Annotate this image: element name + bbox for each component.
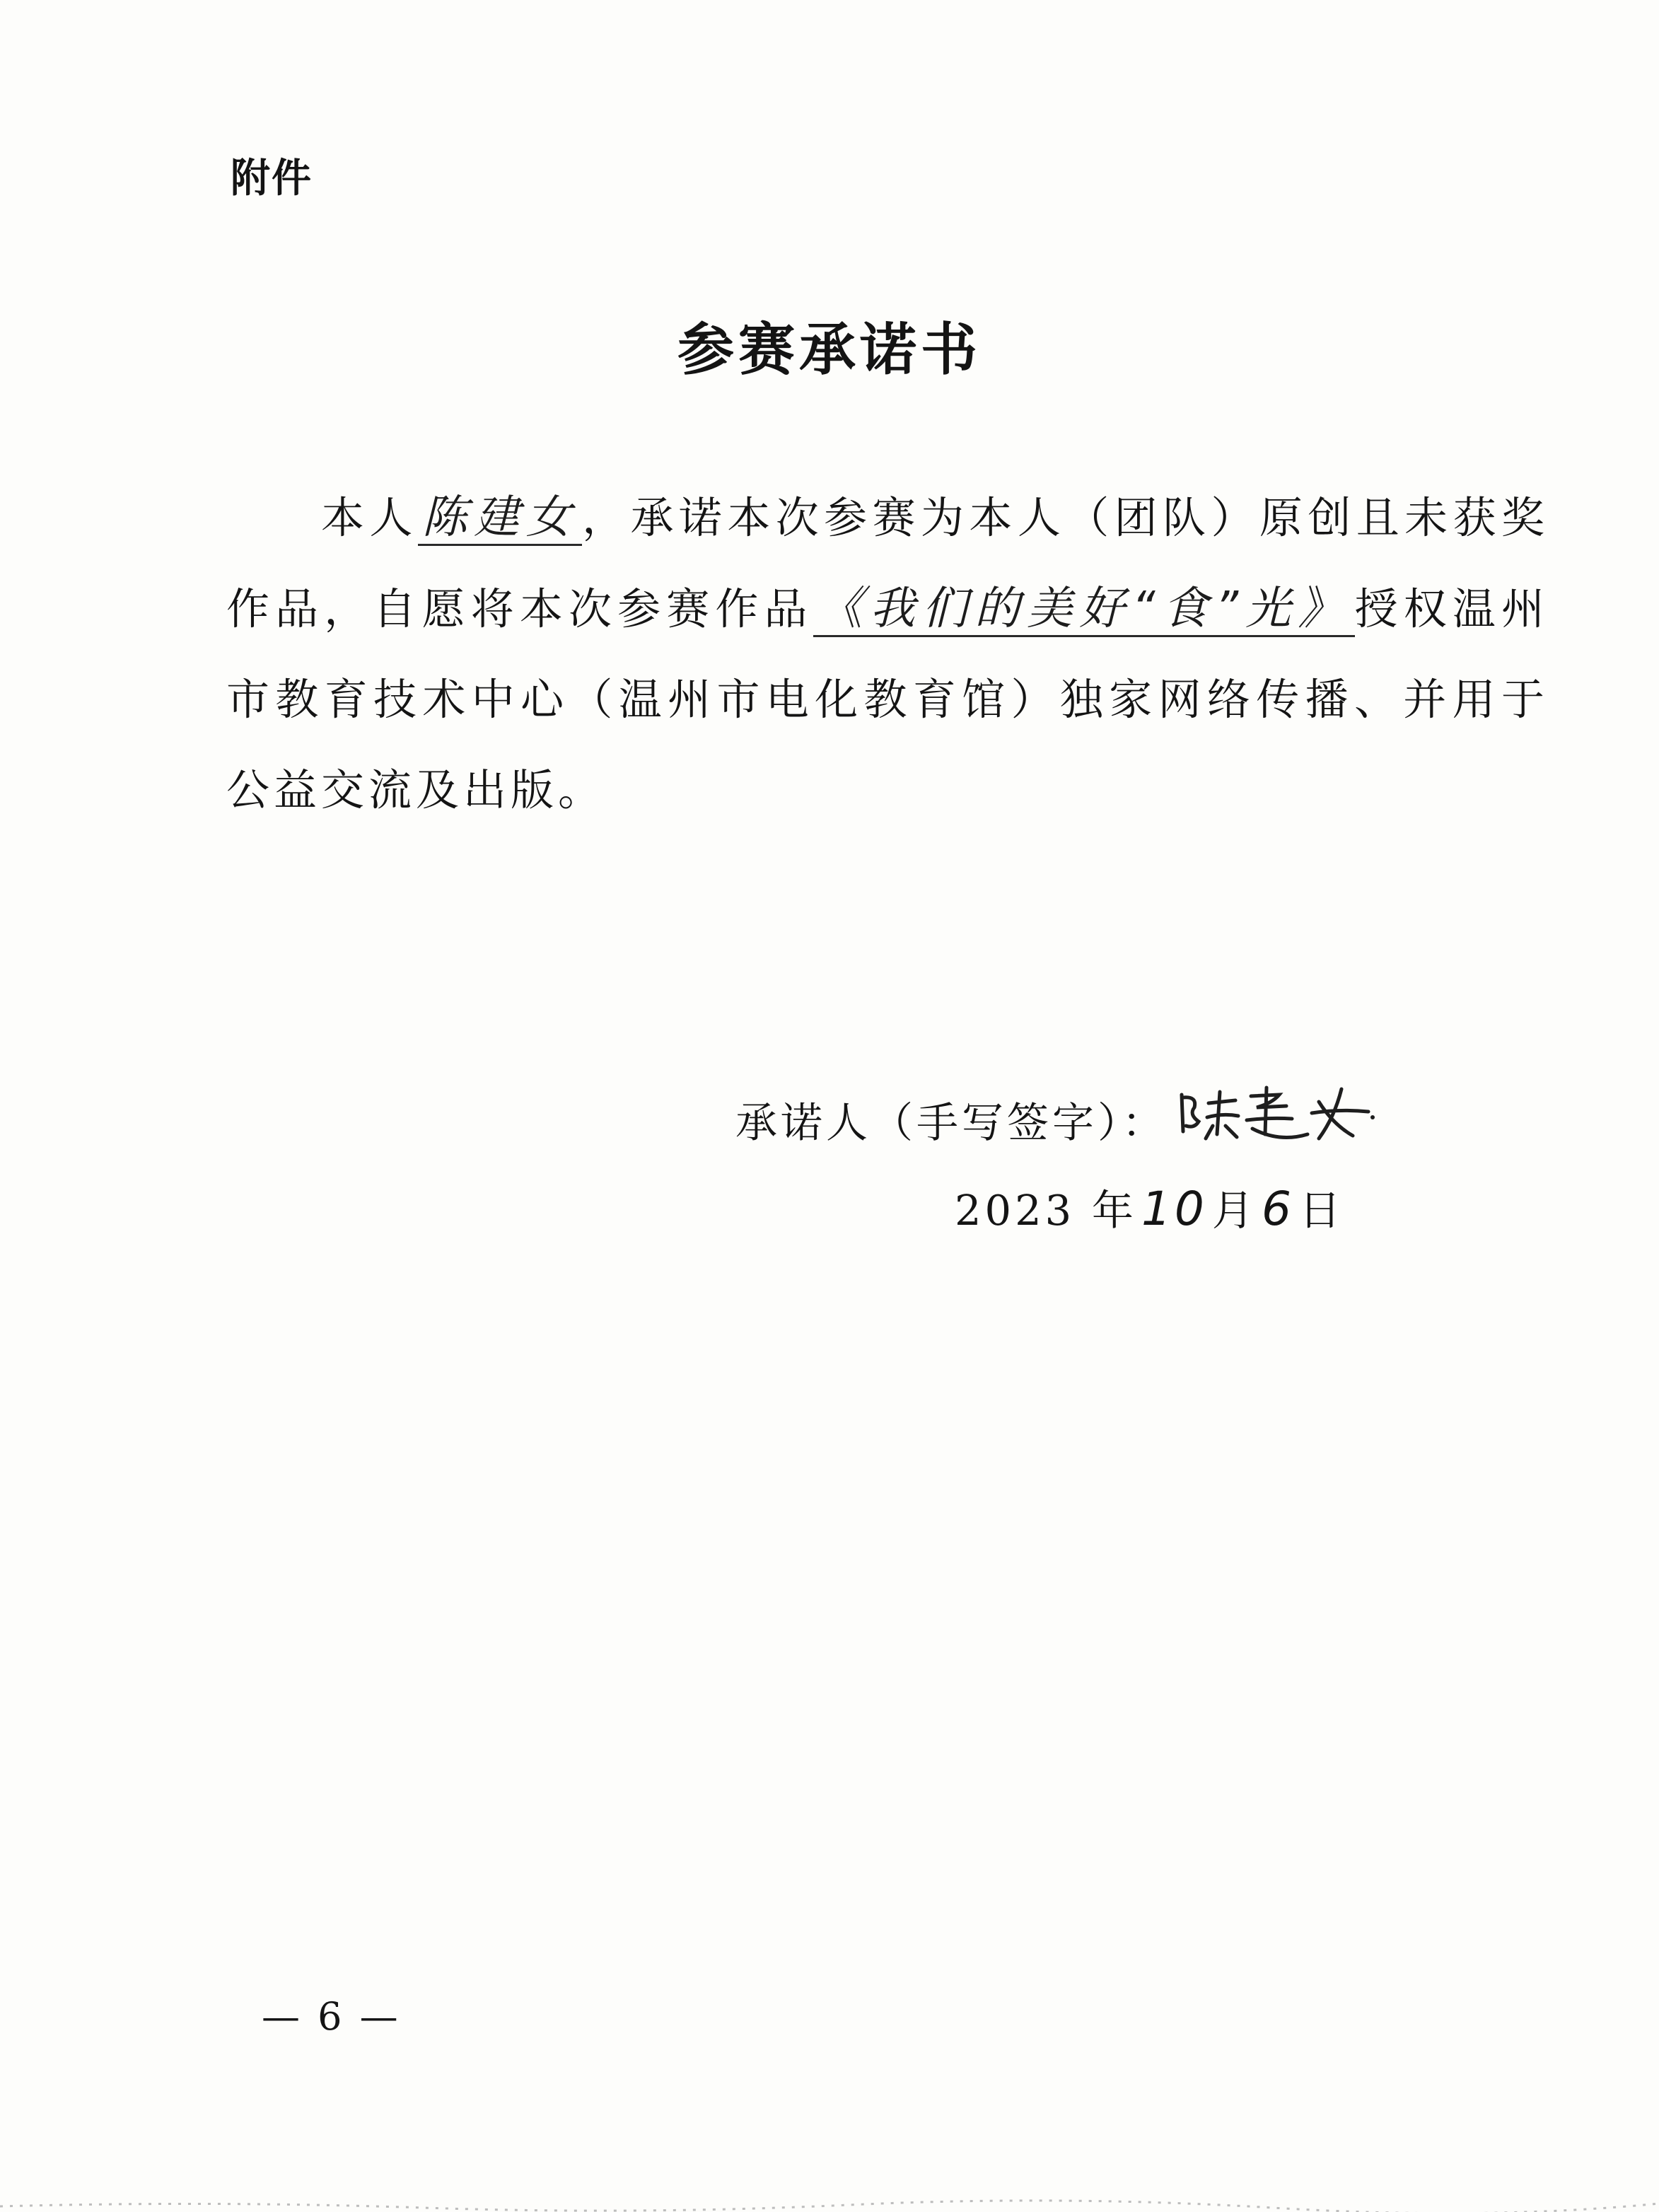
body-part-2: 授权温州市教育技术中心（温州市电化教育馆）独家网络传播、并用于公益交流及出版。	[226, 584, 1549, 815]
pledge-paragraph	[226, 472, 1549, 836]
pledge-body	[226, 472, 1549, 836]
date-day-suffix: 日	[1298, 1186, 1344, 1235]
handwritten-signature	[1173, 1082, 1378, 1170]
signature-label: 承诺人（手写签字）：	[735, 1098, 1168, 1148]
document-title: 参赛承诺书	[677, 317, 982, 383]
signature-line	[735, 1082, 1378, 1170]
date-day-handwritten: 6	[1261, 1182, 1295, 1236]
body-prefix: 本人	[321, 493, 418, 543]
signature-scribble-icon	[1173, 1082, 1378, 1146]
attachment-label: 附件	[231, 156, 313, 202]
date-year: 2023	[955, 1186, 1076, 1235]
date-month-suffix: 月	[1211, 1186, 1257, 1235]
handwritten-work-title: 《我们的美好“食”光》	[813, 583, 1355, 637]
handwritten-name: 陈建女	[418, 491, 582, 546]
page-number: — 6 —	[262, 1994, 401, 2039]
body-part-1: ，承诺本次参赛为本人（团队）原创且未获奖作品，自愿将本次参赛作品	[226, 493, 1549, 634]
date-line	[955, 1170, 1378, 1250]
date-month-handwritten: 10	[1141, 1182, 1208, 1236]
scan-noise-edge	[0, 2191, 1659, 2212]
signature-block	[735, 1082, 1378, 1250]
date-year-suffix: 年	[1091, 1186, 1137, 1235]
